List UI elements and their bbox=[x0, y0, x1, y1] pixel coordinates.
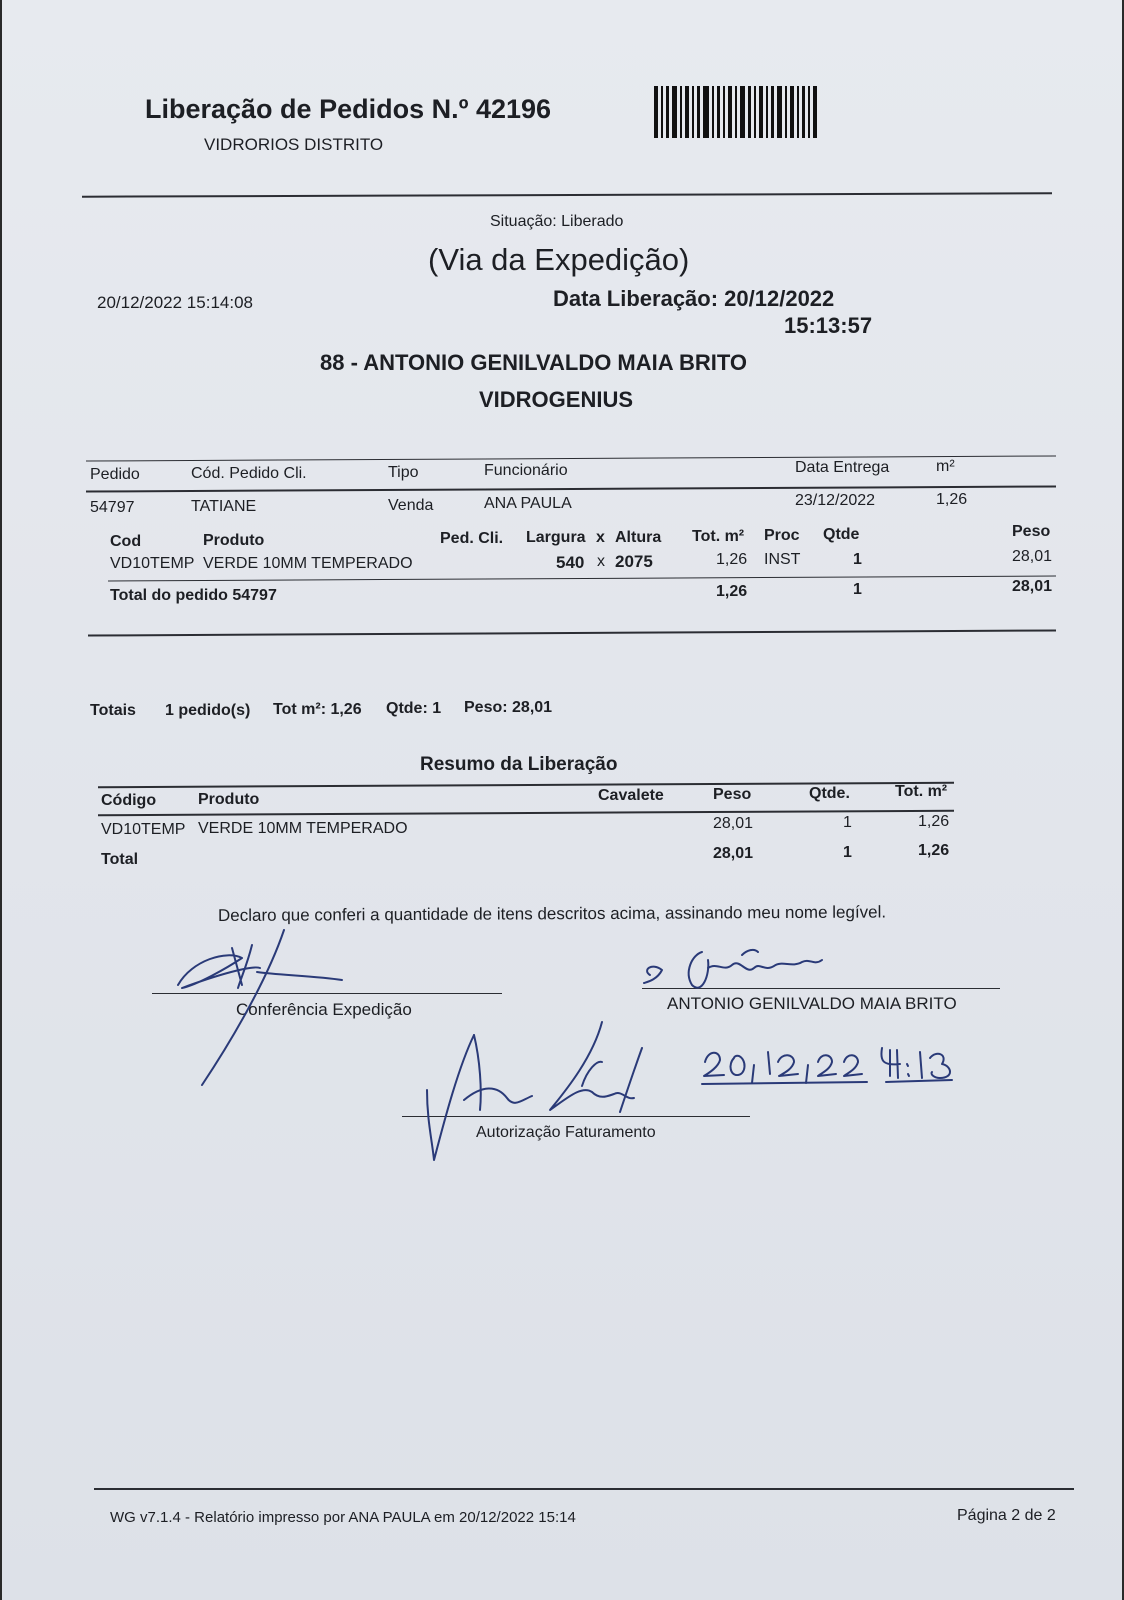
col-tipo: Tipo bbox=[388, 464, 419, 481]
order-total-label: Total do pedido 54797 bbox=[110, 587, 277, 604]
order-funcionario: ANA PAULA bbox=[484, 495, 572, 512]
document-title: Liberação de Pedidos N.º 42196 bbox=[145, 94, 552, 124]
company-name: VIDRORIOS DISTRITO bbox=[204, 135, 384, 154]
item-tot-m2: 1,26 bbox=[716, 551, 748, 568]
col-pedido: Pedido bbox=[90, 466, 140, 483]
declaration-text: Declaro que conferi a quantidade de itens descritos acima, assinando meu nome legível. bbox=[217, 902, 887, 925]
item-proc: INST bbox=[764, 551, 801, 568]
summary-col-peso: Peso bbox=[713, 786, 752, 803]
item-col-tot-m2: Tot. m² bbox=[692, 528, 745, 545]
footer-print-info: WG v7.1.4 - Relatório impresso por ANA PAULA em 20/12/2022 15:14 bbox=[110, 1509, 576, 1526]
item-col-largura: Largura bbox=[526, 529, 586, 546]
footer-divider bbox=[94, 1488, 1074, 1490]
summary-qtde: 1 bbox=[843, 814, 852, 831]
totals-label: Totais bbox=[90, 702, 136, 719]
item-cod: VD10TEMP bbox=[110, 555, 195, 572]
col-data-entrega: Data Entrega bbox=[795, 459, 890, 476]
status-text: Situação: Liberado bbox=[490, 213, 624, 230]
item-col-proc: Proc bbox=[764, 527, 800, 544]
totals-m2: Tot m²: 1,26 bbox=[273, 701, 362, 718]
summary-tot-m2: 1,26 bbox=[918, 813, 950, 830]
client-company: VIDROGENIUS bbox=[479, 387, 634, 412]
totals-peso: Peso: 28,01 bbox=[464, 699, 553, 716]
footer-page-number: Página 2 de 2 bbox=[957, 1507, 1056, 1524]
summary-title: Resumo da Liberação bbox=[420, 754, 618, 775]
item-peso: 28,01 bbox=[1012, 548, 1053, 565]
order-cod-cli: TATIANE bbox=[191, 498, 257, 515]
col-cod-pedido-cli: Cód. Pedido Cli. bbox=[191, 465, 307, 482]
order-total-qtde: 1 bbox=[853, 581, 862, 598]
summary-total-qtde: 1 bbox=[843, 844, 852, 861]
document-page bbox=[2, 0, 1122, 1600]
item-col-x: x bbox=[596, 529, 605, 546]
totals-pedidos: 1 pedido(s) bbox=[165, 702, 251, 719]
release-date: Data Liberação: 20/12/2022 bbox=[553, 286, 835, 311]
print-timestamp: 20/12/2022 15:14:08 bbox=[97, 293, 253, 312]
handwritten-signatures bbox=[2, 0, 1122, 1600]
summary-total-label: Total bbox=[101, 851, 139, 868]
summary-produto: VERDE 10MM TEMPERADO bbox=[198, 820, 408, 837]
item-col-ped-cli: Ped. Cli. bbox=[440, 530, 504, 547]
order-total-peso: 28,01 bbox=[1012, 578, 1053, 595]
item-produto: VERDE 10MM TEMPERADO bbox=[203, 555, 413, 572]
order-data-entrega: 23/12/2022 bbox=[795, 492, 876, 509]
summary-col-qtde: Qtde. bbox=[809, 785, 850, 802]
summary-col-tot-m2: Tot. m² bbox=[895, 783, 948, 800]
order-m2: 1,26 bbox=[936, 491, 968, 508]
totals-qtde: Qtde: 1 bbox=[386, 700, 442, 717]
summary-total-tot-m2: 1,26 bbox=[918, 842, 950, 859]
item-qtde: 1 bbox=[853, 551, 862, 568]
item-col-produto: Produto bbox=[203, 532, 265, 549]
item-col-peso: Peso bbox=[1012, 523, 1051, 540]
client-name: 88 - ANTONIO GENILVALDO MAIA BRITO bbox=[320, 350, 747, 375]
summary-total-peso: 28,01 bbox=[713, 845, 754, 862]
copy-type: (Via da Expedição) bbox=[428, 242, 690, 277]
order-tipo: Venda bbox=[388, 497, 434, 514]
summary-col-cavalete: Cavalete bbox=[598, 787, 664, 804]
item-col-cod: Cod bbox=[110, 533, 142, 550]
item-col-qtde: Qtde bbox=[823, 526, 860, 543]
col-funcionario: Funcionário bbox=[484, 462, 568, 479]
client-signature-name: ANTONIO GENILVALDO MAIA BRITO bbox=[667, 994, 957, 1013]
authorization-label: Autorização Faturamento bbox=[476, 1124, 656, 1141]
item-x: x bbox=[597, 553, 605, 570]
summary-col-produto: Produto bbox=[198, 791, 260, 808]
col-m2: m² bbox=[936, 458, 955, 475]
order-total-m2: 1,26 bbox=[716, 583, 748, 600]
item-altura: 2075 bbox=[615, 552, 653, 571]
conference-label: Conferência Expedição bbox=[236, 1000, 412, 1019]
item-col-altura: Altura bbox=[615, 529, 662, 546]
summary-peso: 28,01 bbox=[713, 815, 754, 832]
item-largura: 540 bbox=[556, 553, 585, 572]
summary-codigo: VD10TEMP bbox=[101, 821, 186, 838]
release-time: 15:13:57 bbox=[784, 313, 873, 338]
order-pedido: 54797 bbox=[90, 499, 135, 516]
summary-col-codigo: Código bbox=[101, 792, 157, 809]
